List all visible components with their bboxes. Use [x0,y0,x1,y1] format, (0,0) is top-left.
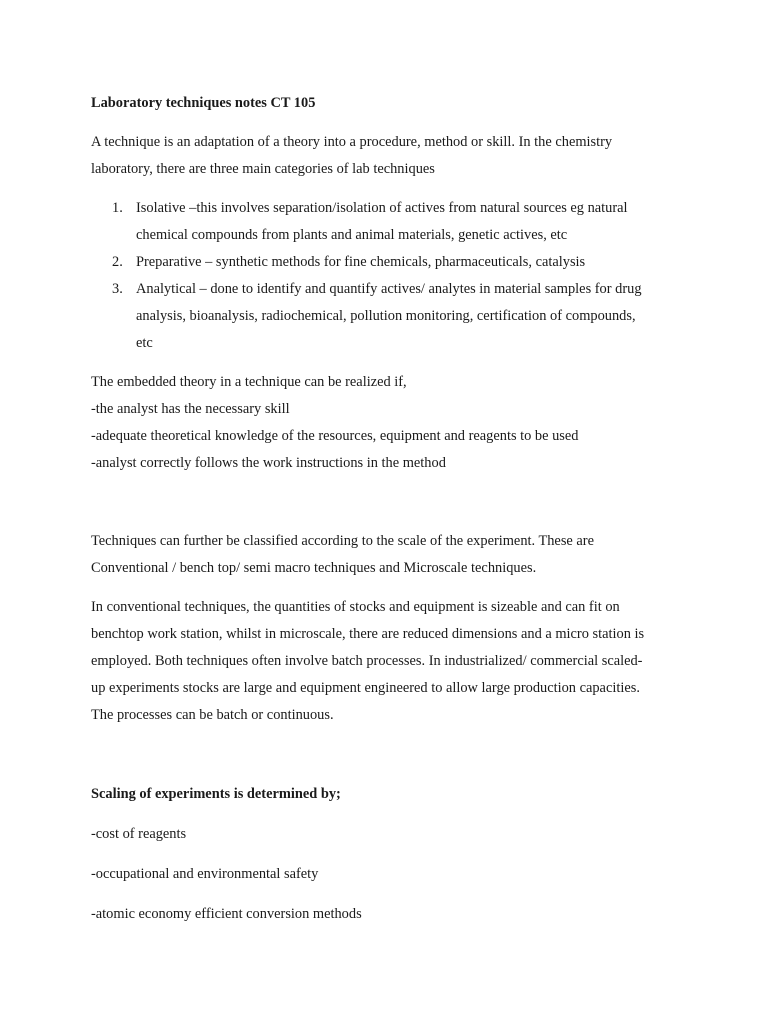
list-item-3-line-3: etc [136,335,153,351]
conventional-para-line-5: The processes can be batch or continuous. [91,707,334,723]
list-item-3-line-1: Analytical – done to identify and quantify actives/ analytes in material samples for drug [136,281,642,297]
list-item-3-line-2: analysis, bioanalysis, radiochemical, pollution monitoring, certification of compounds, [136,308,636,324]
scale-para-line-1: Techniques can further be classified according to the scale of the experiment. These are [91,533,594,549]
list-item-1-line-2: chemical compounds from plants and animal materials, genetic actives, etc [136,227,568,243]
scaling-item-3: -atomic economy efficient conversion methods [91,906,362,922]
embedded-line-2: -the analyst has the necessary skill [91,401,290,417]
list-item-1-line-1: Isolative –this involves separation/isolation of actives from natural sources eg natural [136,200,628,216]
list-number-3: 3. [112,281,123,297]
list-number-2: 2. [112,254,123,270]
conventional-para-line-2: benchtop work station, whilst in microscale, there are reduced dimensions and a micro station is [91,626,645,642]
scaling-item-1: -cost of reagents [91,826,187,842]
list-number-1: 1. [112,200,123,216]
conventional-para-line-4: up experiments stocks are large and equipment engineered to allow large production capacities. [91,680,640,696]
scale-para-line-2: Conventional / bench top/ semi macro techniques and Microscale techniques. [91,560,537,576]
intro-line-1: A technique is an adaptation of a theory into a procedure, method or skill. In the chemistry [91,134,613,150]
list-item-2-line-1: Preparative – synthetic methods for fine chemicals, pharmaceuticals, catalysis [136,254,586,270]
intro-line-2: laboratory, there are three main categories of lab techniques [91,161,435,177]
embedded-line-4: -analyst correctly follows the work instructions in the method [91,455,446,471]
document-title: Laboratory techniques notes CT 105 [91,95,316,111]
embedded-line-3: -adequate theoretical knowledge of the resources, equipment and reagents to be used [91,428,579,444]
conventional-para-line-3: employed. Both techniques often involve batch processes. In industrialized/ commercial scaled- [91,653,643,669]
conventional-para-line-1: In conventional techniques, the quantities of stocks and equipment is sizeable and can fit on [91,599,620,615]
scaling-heading: Scaling of experiments is determined by; [91,786,341,802]
embedded-line-1: The embedded theory in a technique can be realized if, [91,374,407,390]
scaling-item-2: -occupational and environmental safety [91,866,319,882]
